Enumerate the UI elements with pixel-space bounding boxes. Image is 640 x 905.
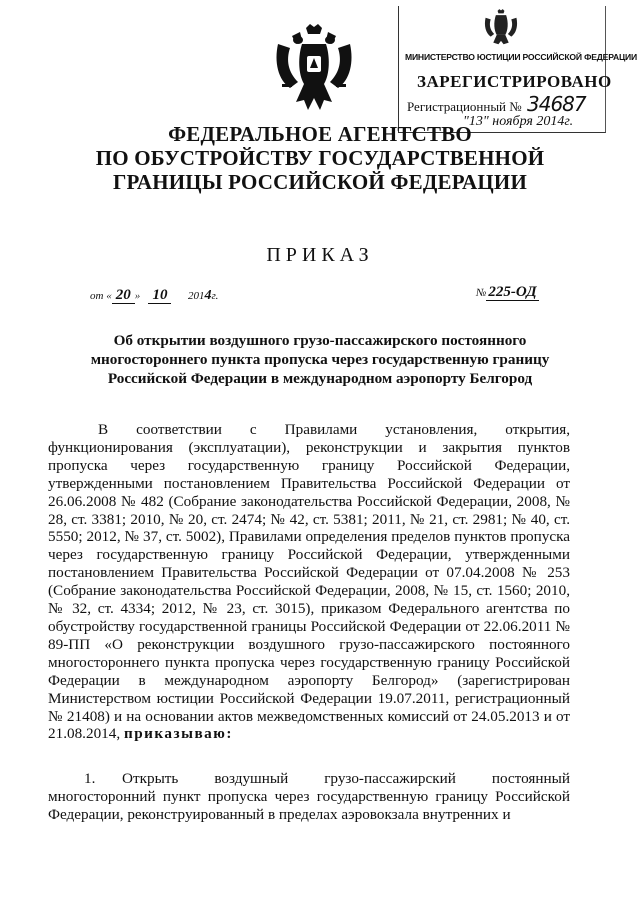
stamp-reg-label: Регистрационный № [407,99,522,114]
stamp-reg-date: "13" ноября 2014г. [463,114,574,129]
stamp-reg-number: 34687 [527,92,586,116]
order-number [476,284,539,301]
order-item [48,770,570,824]
order-date [90,287,218,304]
order-number-label: № [476,287,487,299]
date-mid: » [134,290,141,302]
subject-line: Российской Федерации в международном аэропорту Белгород [107,370,533,387]
preamble-text: В соответствии с Правилами установления, открытия, функционирования (эксплуатации), реконструкции и закрытия пунктов пропуска через государственную границу Российской Федерации, утвержденными постановлением Правительства Российской Федерации от 26.06.2008 № 482 (Собрание законодательства Российской Федерации, 2008, № 28, ст. 3381; 2010, № 20, ст. 2474; № 42, ст. 5381; 2011, № 21, ст. 2981; № 40, ст. 5550; 2012, № 37, ст. 5002), Правилами определения пределов пунктов пропуска через государственную границу Российской Федерации, утвержденными постановлением Правительства Российской Федерации от 07.04.2008 № 253 (Собрание законодательства Российской Федерации, 2008, № 15, ст. 1560; 2010, № 32, ст. 4334; 2012, № 23, ст. 3015), приказом Федерального агентства по обустройству государственной границы Российской Федерации от 22.06.2011 № 89-ПП «О реконструкции воздушного грузо-пассажирского постоянного многостороннего пункта пропуска через государственную границу Российской Федерации в международном аэропорту Белгород» (зарегистрирован Министерством юстиции Российской Федерации 19.07.2011, регистрационный № 21408) и на основании актов межведомственных комиссий от 24.05.2013 и от 21.08.2014, [48,421,570,743]
order-year-suffix: г. [211,290,219,302]
order-year-hand: 4 [204,288,212,303]
coat-of-arms-icon [272,22,356,114]
order-subject [60,331,580,388]
order-item-number: 1. [84,770,96,787]
agency-line: ГРАНИЦЫ РОССИЙСКОЙ ФЕДЕРАЦИИ [112,170,528,194]
stamp-ministry: МИНИСТЕРСТВО ЮСТИЦИИ РОССИЙСКОЙ ФЕДЕРАЦИИ [405,52,638,62]
order-day: 20 [112,287,135,304]
subject-line: Об открытии воздушного грузо-пассажирского постоянного [113,332,527,349]
preamble-paragraph [48,421,570,743]
order-item-text: Открыть воздушный грузо-пассажирский постоянный многосторонний пункт пропуска через государственную границу Российской Федерации, реконструированный в пределах аэровокзала внутренних и [48,770,570,823]
coat-of-arms-icon [483,8,519,48]
agency-line: ФЕДЕРАЛЬНОЕ АГЕНТСТВО [168,122,472,146]
order-month: 10 [148,287,171,304]
date-prefix: от « [90,290,112,302]
stamp-registered: ЗАРЕГИСТРИРОВАНО [417,72,612,91]
agency-line: ПО ОБУСТРОЙСТВУ ГОСУДАРСТВЕННОЙ [95,146,545,170]
agency-name [60,122,580,194]
document-type: ПРИКАЗ [266,244,374,266]
registration-stamp [398,6,638,133]
preamble-emphasis: приказываю: [123,725,233,743]
order-number-value: 225-ОД [488,284,537,300]
order-year-prefix: 201 [187,290,205,302]
subject-line: многостороннего пункта пропуска через государственную границу [90,351,550,368]
